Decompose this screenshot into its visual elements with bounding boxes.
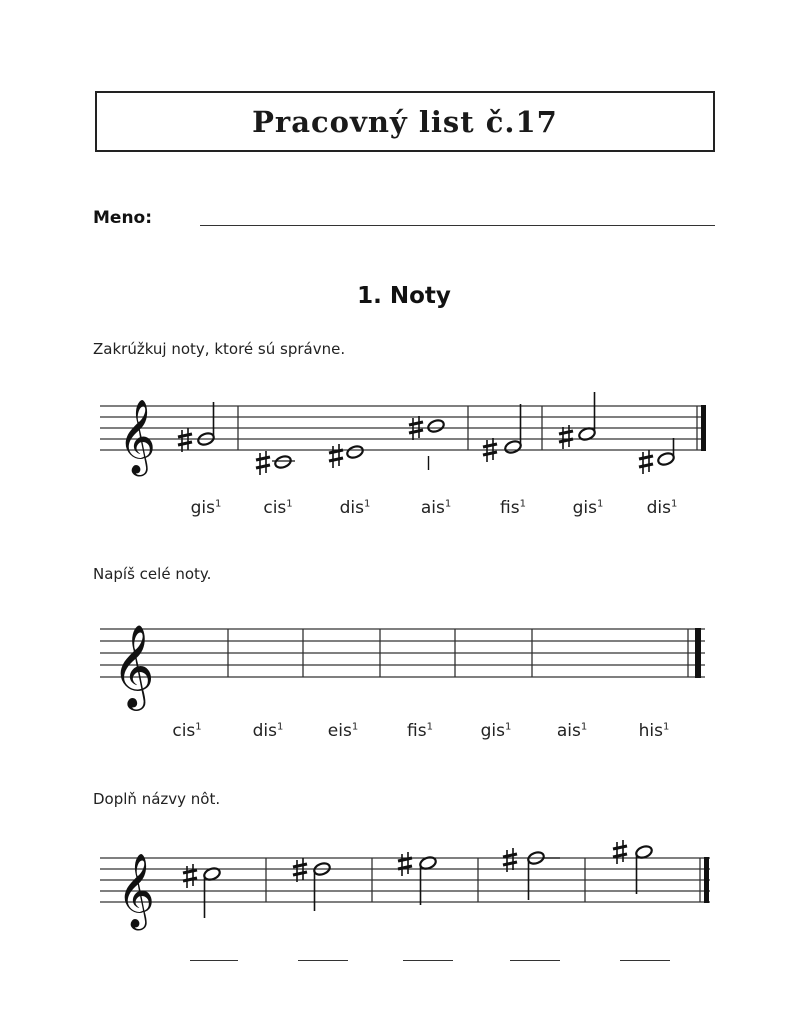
treble-clef-icon: 𝄞 xyxy=(118,400,156,474)
note-label: gis$^1$ xyxy=(190,498,222,518)
note-label: gis$^1$ xyxy=(480,721,512,741)
sharp-icon xyxy=(613,840,627,864)
note-label: cis$^1$ xyxy=(172,721,202,741)
worksheet-title: Pracovný list č.17 xyxy=(252,104,558,139)
answer-field[interactable] xyxy=(298,960,348,961)
staff-1 xyxy=(100,392,706,477)
sharp-icon xyxy=(256,451,270,475)
note-label: his$^1$ xyxy=(638,721,670,741)
answer-field[interactable] xyxy=(190,960,238,961)
sharp-icon xyxy=(178,428,192,452)
note-label: ais$^1$ xyxy=(420,498,452,518)
note-label: eis$^1$ xyxy=(327,721,359,741)
exercise-2-instruction: Napíš celé noty. xyxy=(93,565,212,583)
sharp-icon xyxy=(183,864,197,888)
sharp-icon xyxy=(329,444,343,468)
staff-3 xyxy=(100,840,710,931)
note-label: dis$^1$ xyxy=(339,498,371,518)
note-label: dis$^1$ xyxy=(252,721,284,741)
answer-field[interactable] xyxy=(620,960,670,961)
note-head[interactable] xyxy=(427,418,446,433)
exercise-3-instruction: Doplň názvy nôt. xyxy=(93,790,221,808)
note-label: dis$^1$ xyxy=(646,498,678,518)
answer-field[interactable] xyxy=(403,960,453,961)
answer-field[interactable] xyxy=(510,960,560,961)
note-head[interactable] xyxy=(346,444,365,459)
name-label: Meno: xyxy=(93,208,153,228)
sharp-icon xyxy=(639,450,653,474)
note-label: cis$^1$ xyxy=(263,498,293,518)
note-head xyxy=(635,844,654,859)
note-label: fis$^1$ xyxy=(407,721,433,741)
note-head[interactable] xyxy=(657,451,676,466)
note-head[interactable] xyxy=(274,454,293,469)
note-head[interactable] xyxy=(504,439,523,454)
treble-clef-icon: 𝄞 xyxy=(117,854,155,928)
treble-clef-icon: 𝄞 xyxy=(112,623,155,707)
note-label: ais$^1$ xyxy=(556,721,588,741)
exercise-1-instruction: Zakrúžkuj noty, ktoré sú správne. xyxy=(93,340,346,358)
note-label: gis$^1$ xyxy=(572,498,604,518)
sharp-icon xyxy=(293,858,307,882)
staff-2 xyxy=(100,623,705,711)
note-label: fis$^1$ xyxy=(500,498,526,518)
sharp-icon xyxy=(398,852,412,876)
section-title: 1. Noty xyxy=(357,283,451,309)
